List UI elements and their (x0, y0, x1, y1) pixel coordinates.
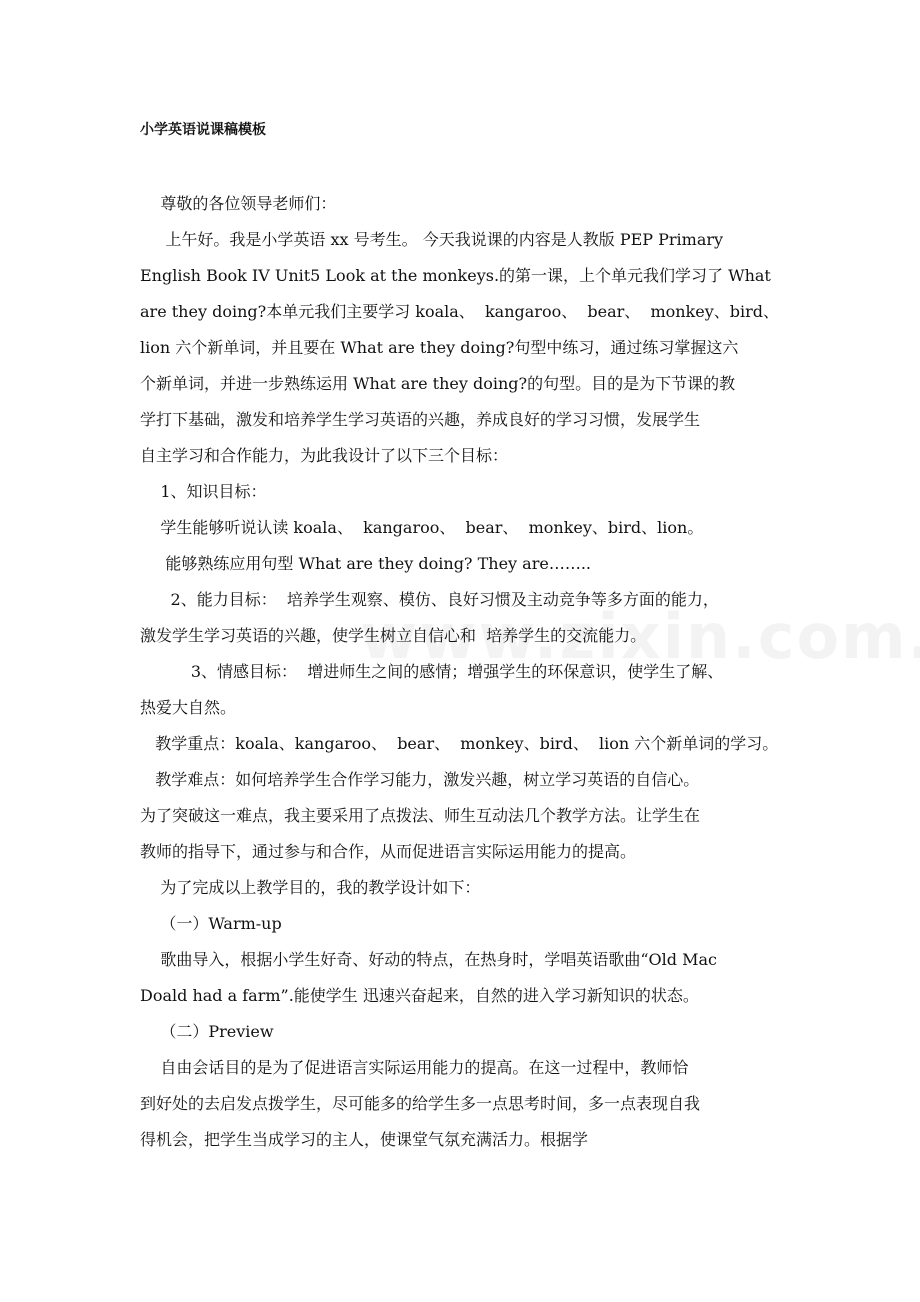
text-line: English Book IV Unit5 Look at the monkeys.的第一课，上个单元我们学习了 What (140, 266, 771, 285)
text-line: 自主学习和合作能力，为此我设计了以下三个目标： (140, 446, 509, 465)
text-line: 教学重点：koala、kangaroo、 bear、 monkey、bird、 lion 六个新单词的学习。 (140, 734, 779, 753)
text-line: 为了完成以上教学目的，我的教学设计如下： (140, 878, 481, 897)
text-line: 3、情感目标： 增进师生之间的感情；增强学生的环保意识，使学生了解、 (140, 662, 724, 681)
text-line: 尊敬的各位领导老师们： (140, 194, 337, 213)
text-line: 上午好。我是小学英语 xx 号考生。 今天我说课的内容是人教版 PEP Primary (140, 230, 724, 249)
text-line: 歌曲导入，根据小学生好奇、好动的特点，在热身时，学唱英语歌曲“Old Mac (140, 950, 717, 969)
text-line: （二）Preview (140, 1022, 274, 1041)
text-line: 1、知识目标： (140, 482, 267, 501)
text-line: are they doing?本单元我们主要学习 koala、 kangaroo、 bear、 monkey、bird、 (140, 302, 780, 321)
text-line: 能够熟练应用句型 What are they doing? They are…….. (140, 554, 591, 573)
text-line: 激发学生学习英语的兴趣，使学生树立自信心和 培养学生的交流能力。 (140, 626, 647, 645)
text-line: 到好处的去启发点拨学生，尽可能多的给学生多一点思考时间，多一点表现自我 (140, 1094, 701, 1113)
text-line: 得机会，把学生当成学习的主人，使课堂气氛充满活力。根据学 (140, 1130, 589, 1149)
text-line: 为了突破这一难点，我主要采用了点拨法、师生互动法几个教学方法。让学生在 (140, 806, 701, 825)
text-line: 教师的指导下，通过参与和合作，从而促进语言实际运用能力的提高。 (140, 842, 637, 861)
text-line: 热爱大自然。 (140, 698, 237, 717)
text-line: 个新单词，并进一步熟练运用 What are they doing?的句型。目的是为下节课的教 (140, 374, 736, 393)
text-line: Doald had a farm”.能使学生 迅速兴奋起来，自然的进入学习新知识的状态。 (140, 986, 699, 1005)
document-title: 小学英语说课稿模板 (140, 122, 266, 138)
text-line: 学生能够听说认读 koala、 kangaroo、 bear、 monkey、bird、lion。 (140, 518, 704, 537)
document-body (140, 186, 790, 1158)
text-line: 2、能力目标： 培养学生观察、模仿、良好习惯及主动竞争等多方面的能力， (140, 590, 719, 609)
text-line: 学打下基础，激发和培养学生学习英语的兴趣，养成良好的学习习惯，发展学生 (140, 410, 701, 429)
text-line: （一）Warm-up (140, 914, 282, 933)
text-line: 教学难点：如何培养学生合作学习能力，激发兴趣，树立学习英语的自信心。 (140, 770, 700, 789)
text-line: 自由会话目的是为了促进语言实际运用能力的提高。在这一过程中，教师恰 (140, 1058, 689, 1077)
text-line: lion 六个新单词，并且要在 What are they doing?句型中练习，通过练习掌握这六 (140, 338, 739, 357)
